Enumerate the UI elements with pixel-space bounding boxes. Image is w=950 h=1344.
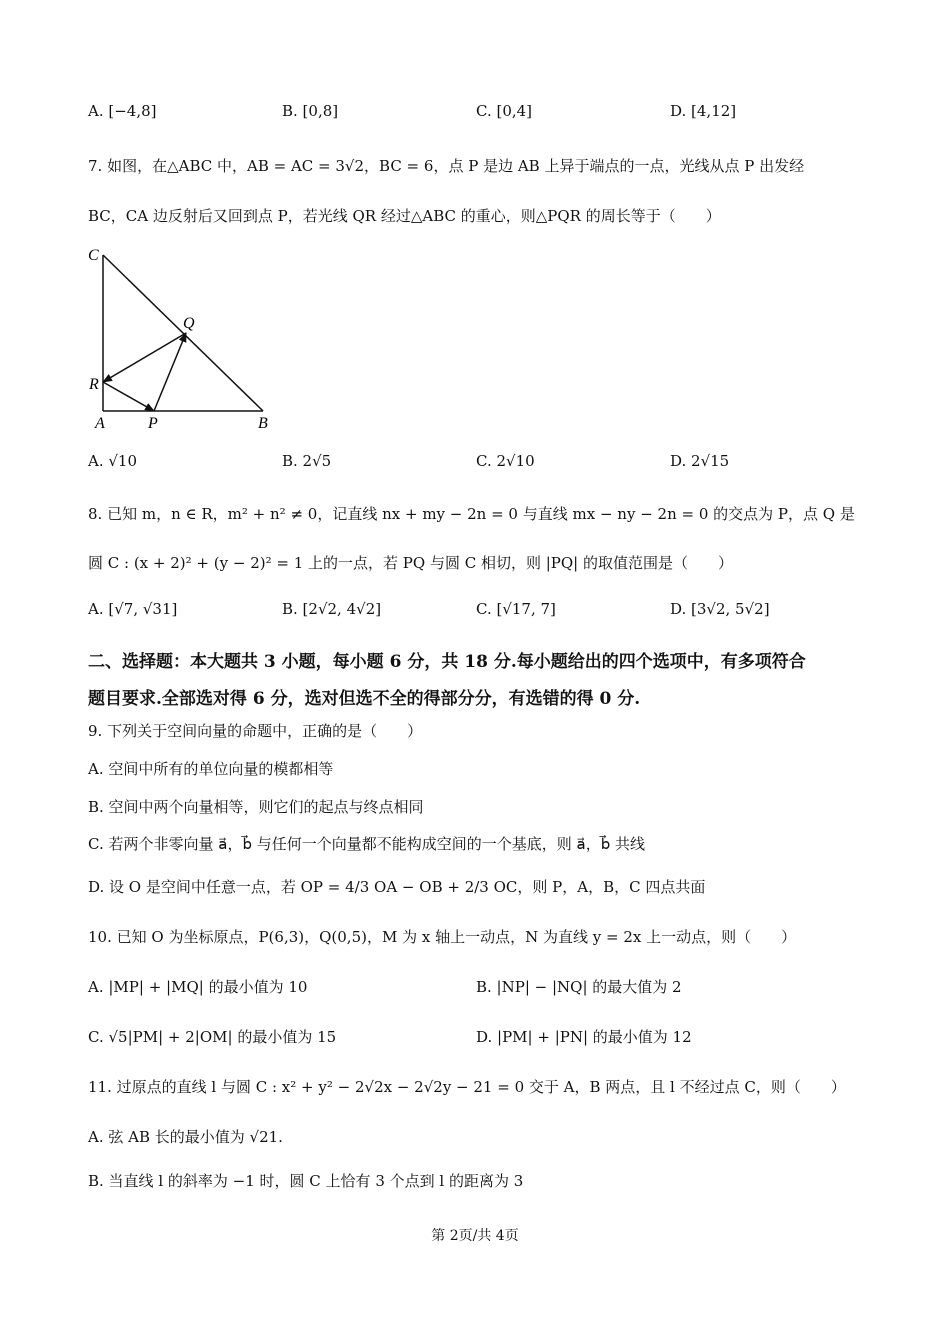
q10-option-d: D. |PM| + |PN| 的最小值为 12 (476, 1028, 692, 1046)
q9-option-c: C. 若两个非零向量 a⃗，b⃗ 与任何一个向量都不能构成空间的一个基底，则 a⃗，b⃗ 共线 (88, 835, 645, 853)
q8-option-a: A. [√7, √31] (88, 600, 178, 618)
q10-option-c: C. √5|PM| + 2|OM| 的最小值为 15 (88, 1028, 337, 1046)
q9-option-b: B. 空间中两个向量相等，则它们的起点与终点相同 (88, 798, 424, 816)
ray-qr (103, 333, 186, 382)
q7-option-b: B. 2√5 (282, 452, 332, 470)
q10-option-b: B. |NP| − |NQ| 的最大值为 2 (476, 978, 682, 996)
label-c: C (88, 247, 99, 264)
q7-option-c: C. 2√10 (476, 452, 535, 470)
q10-stem: 10. 已知 O 为坐标原点，P(6,3)，Q(0,5)，M 为 x 轴上一动点，N 为直线 y = 2x 上一动点，则（ ） (88, 928, 797, 946)
q11-option-b: B. 当直线 l 的斜率为 −1 时，圆 C 上恰有 3 个点到 l 的距离为 3 (88, 1172, 524, 1190)
q8-option-d: D. [3√2, 5√2] (670, 600, 770, 618)
ray-pq (154, 333, 186, 411)
q10-option-a: A. |MP| + |MQ| 的最小值为 10 (88, 978, 308, 996)
q6-option-a: A. [−4,8] (88, 102, 157, 120)
label-a: A (95, 415, 105, 432)
q8-stem-line1: 8. 已知 m，n ∈ R，m² + n² ≠ 0，记直线 nx + my − 2n = 0 与直线 mx − ny − 2n = 0 的交点为 P，点 Q 是 (88, 505, 855, 523)
ray-rp (103, 382, 154, 411)
q7-stem-line2: BC，CA 边反射后又回到点 P，若光线 QR 经过△ABC 的重心，则△PQR 的周长等于（ ） (88, 207, 721, 225)
q8-option-c: C. [√17, 7] (476, 600, 556, 618)
q6-options (88, 102, 878, 132)
q11-stem: 11. 过原点的直线 l 与圆 C : x² + y² − 2√2x − 2√2y − 21 = 0 交于 A，B 两点，且 l 不经过点 C，则（ ） (88, 1078, 846, 1096)
label-q: Q (183, 315, 195, 332)
q7-option-d: D. 2√15 (670, 452, 730, 470)
q7-options (88, 452, 878, 482)
page-footer: 第 2页/共 4页 (431, 1228, 519, 1244)
section2-heading-line1: 二、选择题：本大题共 3 小题，每小题 6 分，共 18 分.每小题给出的四个选项中，有多项符合 (88, 652, 806, 672)
q8-options (88, 600, 878, 630)
q9-option-a: A. 空间中所有的单位向量的模都相等 (88, 760, 334, 778)
side-bc (103, 255, 263, 411)
label-r: R (89, 376, 99, 393)
q7-option-a: A. √10 (88, 452, 138, 470)
label-b: B (258, 415, 268, 432)
q6-option-c: C. [0,4] (476, 102, 533, 120)
q7-figure (80, 238, 280, 438)
q9-option-d: D. 设 O 是空间中任意一点，若 OP = 4/3 OA − OB + 2/3 OC，则 P，A，B，C 四点共面 (88, 878, 706, 896)
q9-stem: 9. 下列关于空间向量的命题中，正确的是（ ） (88, 722, 423, 740)
q8-stem-line2: 圆 C : (x + 2)² + (y − 2)² = 1 上的一点，若 PQ 与圆 C 相切，则 |PQ| 的取值范围是（ ） (88, 554, 733, 572)
q11-option-a: A. 弦 AB 长的最小值为 √21. (88, 1128, 283, 1146)
section2-heading-line2: 题目要求.全部选对得 6 分，选对但选不全的得部分分，有选错的得 0 分. (88, 689, 641, 709)
q8-option-b: B. [2√2, 4√2] (282, 600, 382, 618)
label-p: P (148, 415, 158, 432)
q6-option-b: B. [0,8] (282, 102, 339, 120)
q7-stem-line1: 7. 如图，在△ABC 中，AB = AC = 3√2，BC = 6，点 P 是边 AB 上异于端点的一点，光线从点 P 出发经 (88, 157, 805, 175)
q6-option-d: D. [4,12] (670, 102, 737, 120)
